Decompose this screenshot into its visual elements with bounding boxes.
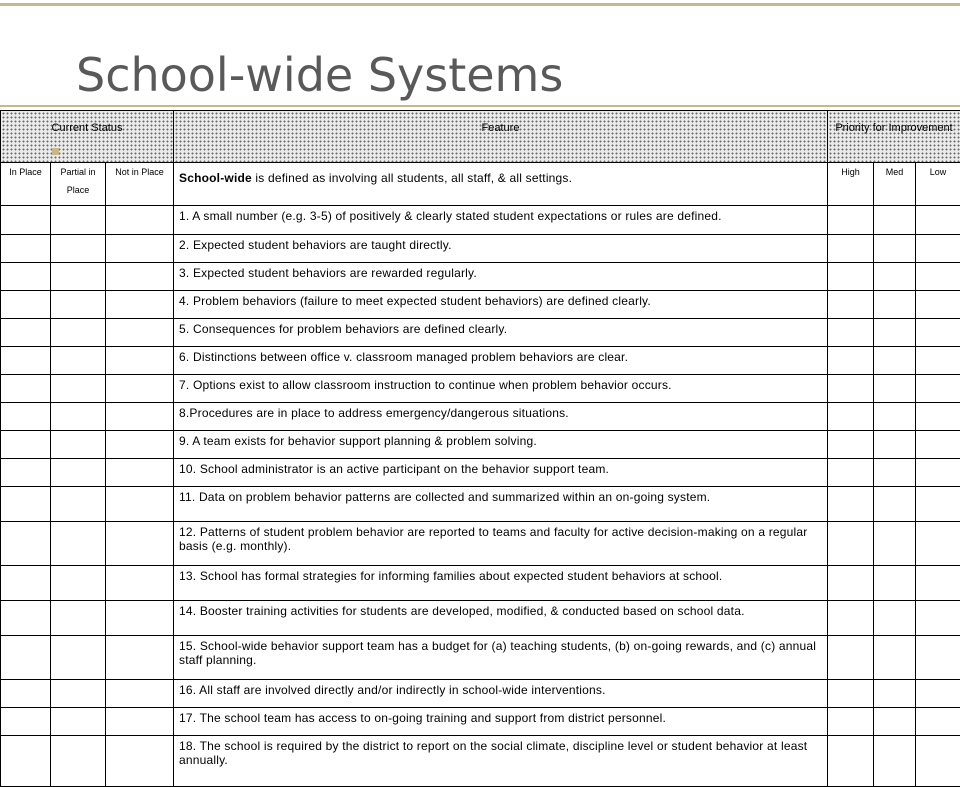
not-in-place-label: Not in Place — [106, 163, 174, 206]
not-in-place-cell[interactable] — [106, 291, 174, 319]
in-place-cell[interactable] — [1, 403, 51, 431]
not-in-place-cell[interactable] — [106, 431, 174, 459]
current-status-header: Current Status — [1, 111, 174, 163]
in-place-cell[interactable] — [1, 459, 51, 487]
feature-row — [1, 636, 960, 680]
feature-row — [1, 263, 960, 291]
feature-row — [1, 235, 960, 263]
feature-cell: 4. Problem behaviors (failure to meet expected student behaviors) are defined clearly. — [174, 291, 828, 319]
feature-row — [1, 459, 960, 487]
partial-cell[interactable] — [51, 636, 106, 680]
high-cell[interactable] — [828, 319, 874, 347]
low-cell[interactable] — [916, 291, 960, 319]
high-cell[interactable] — [828, 347, 874, 375]
top-accent-bar — [0, 3, 960, 6]
in-place-cell[interactable] — [1, 319, 51, 347]
in-place-cell[interactable] — [1, 566, 51, 601]
not-in-place-cell[interactable] — [106, 235, 174, 263]
in-place-cell[interactable] — [1, 736, 51, 787]
high-cell[interactable] — [828, 736, 874, 787]
feature-cell: 10. School administrator is an active participant on the behavior support team. — [174, 459, 828, 487]
med-cell[interactable] — [874, 319, 916, 347]
header-row — [1, 111, 960, 163]
not-in-place-cell[interactable] — [106, 206, 174, 235]
partial-cell[interactable] — [51, 375, 106, 403]
in-place-cell[interactable] — [1, 487, 51, 522]
not-in-place-cell[interactable] — [106, 636, 174, 680]
not-in-place-cell[interactable] — [106, 566, 174, 601]
page-title: School-wide Systems — [76, 48, 563, 102]
high-cell[interactable] — [828, 522, 874, 566]
feature-cell: 5. Consequences for problem behaviors are defined clearly. — [174, 319, 828, 347]
feature-row — [1, 291, 960, 319]
low-cell[interactable] — [916, 566, 960, 601]
feature-row — [1, 375, 960, 403]
partial-cell[interactable] — [51, 403, 106, 431]
high-cell[interactable] — [828, 375, 874, 403]
partial-cell[interactable] — [51, 522, 106, 566]
in-place-cell[interactable] — [1, 431, 51, 459]
partial-cell[interactable] — [51, 319, 106, 347]
in-place-cell[interactable] — [1, 347, 51, 375]
in-place-cell[interactable] — [1, 263, 51, 291]
low-cell[interactable] — [916, 522, 960, 566]
feature-row — [1, 206, 960, 235]
in-place-cell[interactable] — [1, 601, 51, 636]
not-in-place-cell[interactable] — [106, 680, 174, 708]
feature-cell: 15. School-wide behavior support team has a budget for (a) teaching students, (b) on-going rewards, and (c) annual staff planning. — [174, 636, 828, 680]
feature-cell: 17. The school team has access to on-going training and support from district personnel. — [174, 708, 828, 736]
low-cell[interactable] — [916, 459, 960, 487]
in-place-cell[interactable] — [1, 206, 51, 235]
feature-row — [1, 736, 960, 787]
med-cell[interactable] — [874, 522, 916, 566]
not-in-place-cell[interactable] — [106, 736, 174, 787]
not-in-place-cell[interactable] — [106, 487, 174, 522]
feature-row — [1, 522, 960, 566]
med-cell[interactable] — [874, 636, 916, 680]
med-cell[interactable] — [874, 263, 916, 291]
high-cell[interactable] — [828, 601, 874, 636]
high-cell[interactable] — [828, 263, 874, 291]
feature-row — [1, 680, 960, 708]
in-place-cell[interactable] — [1, 708, 51, 736]
feature-row — [1, 487, 960, 522]
feature-cell: 8.Procedures are in place to address emergency/dangerous situations. — [174, 403, 828, 431]
high-cell[interactable] — [828, 403, 874, 431]
partial-cell[interactable] — [51, 487, 106, 522]
low-cell[interactable] — [916, 206, 960, 235]
feature-header: Feature — [174, 111, 828, 163]
feature-cell: 18. The school is required by the district to report on the social climate, discipline level or student behavior at least annually. — [174, 736, 828, 787]
high-cell[interactable] — [828, 566, 874, 601]
partial-cell[interactable] — [51, 291, 106, 319]
in-place-cell[interactable] — [1, 636, 51, 680]
high-label: High — [828, 163, 874, 206]
med-cell[interactable] — [874, 601, 916, 636]
partial-cell[interactable] — [51, 566, 106, 601]
high-cell[interactable] — [828, 235, 874, 263]
low-cell[interactable] — [916, 235, 960, 263]
high-cell[interactable] — [828, 680, 874, 708]
feature-cell: 1. A small number (e.g. 3-5) of positively & clearly stated student expectations or rules are defined. — [174, 206, 828, 235]
feature-row — [1, 708, 960, 736]
partial-cell[interactable] — [51, 235, 106, 263]
school-wide-definition — [174, 163, 828, 206]
in-place-cell[interactable] — [1, 235, 51, 263]
med-cell[interactable] — [874, 431, 916, 459]
feature-cell: 6. Distinctions between office v. classroom managed problem behaviors are clear. — [174, 347, 828, 375]
definition-rest: is defined as involving all students, all staff, & all settings. — [252, 171, 572, 185]
low-cell[interactable] — [916, 403, 960, 431]
feature-cell: 16. All staff are involved directly and/or indirectly in school-wide interventions. — [174, 680, 828, 708]
med-cell[interactable] — [874, 708, 916, 736]
low-cell[interactable] — [916, 375, 960, 403]
accent-square — [52, 148, 59, 155]
in-place-cell[interactable] — [1, 291, 51, 319]
partial-cell[interactable] — [51, 708, 106, 736]
feature-cell: 13. School has formal strategies for informing families about expected student behaviors at school. — [174, 566, 828, 601]
in-place-cell[interactable] — [1, 375, 51, 403]
partial-label: Partial in Place — [51, 163, 106, 206]
low-cell[interactable] — [916, 319, 960, 347]
partial-cell[interactable] — [51, 459, 106, 487]
partial-cell[interactable] — [51, 347, 106, 375]
low-cell[interactable] — [916, 263, 960, 291]
high-cell[interactable] — [828, 636, 874, 680]
low-cell[interactable] — [916, 636, 960, 680]
low-cell[interactable] — [916, 680, 960, 708]
feature-row — [1, 403, 960, 431]
title-divider — [0, 105, 960, 107]
feature-cell: 2. Expected student behaviors are taught directly. — [174, 235, 828, 263]
med-cell[interactable] — [874, 347, 916, 375]
not-in-place-cell[interactable] — [106, 459, 174, 487]
partial-cell[interactable] — [51, 601, 106, 636]
partial-cell[interactable] — [51, 680, 106, 708]
not-in-place-cell[interactable] — [106, 403, 174, 431]
not-in-place-cell[interactable] — [106, 347, 174, 375]
low-cell[interactable] — [916, 736, 960, 787]
feature-row — [1, 347, 960, 375]
high-cell[interactable] — [828, 487, 874, 522]
med-cell[interactable] — [874, 403, 916, 431]
low-cell[interactable] — [916, 347, 960, 375]
high-cell[interactable] — [828, 206, 874, 235]
partial-cell[interactable] — [51, 736, 106, 787]
feature-cell: 9. A team exists for behavior support planning & problem solving. — [174, 431, 828, 459]
low-cell[interactable] — [916, 708, 960, 736]
med-cell[interactable] — [874, 291, 916, 319]
not-in-place-cell[interactable] — [106, 708, 174, 736]
high-cell[interactable] — [828, 431, 874, 459]
partial-cell[interactable] — [51, 263, 106, 291]
low-cell[interactable] — [916, 487, 960, 522]
not-in-place-cell[interactable] — [106, 522, 174, 566]
med-cell[interactable] — [874, 566, 916, 601]
feature-cell: 7. Options exist to allow classroom instruction to continue when problem behavior occurs. — [174, 375, 828, 403]
high-cell[interactable] — [828, 459, 874, 487]
med-cell[interactable] — [874, 487, 916, 522]
in-place-cell[interactable] — [1, 680, 51, 708]
feature-row — [1, 601, 960, 636]
feature-cell: 14. Booster training activities for students are developed, modified, & conducted based on school data. — [174, 601, 828, 636]
med-cell[interactable] — [874, 375, 916, 403]
low-cell[interactable] — [916, 431, 960, 459]
high-cell[interactable] — [828, 708, 874, 736]
med-cell[interactable] — [874, 459, 916, 487]
partial-cell[interactable] — [51, 206, 106, 235]
med-cell[interactable] — [874, 680, 916, 708]
feature-cell: 3. Expected student behaviors are rewarded regularly. — [174, 263, 828, 291]
priority-header: Priority for Improvement — [828, 111, 960, 163]
high-cell[interactable] — [828, 291, 874, 319]
in-place-label: In Place — [1, 163, 51, 206]
med-cell[interactable] — [874, 206, 916, 235]
feature-row — [1, 566, 960, 601]
not-in-place-cell[interactable] — [106, 319, 174, 347]
med-cell[interactable] — [874, 736, 916, 787]
in-place-cell[interactable] — [1, 522, 51, 566]
definition-bold: School-wide — [179, 171, 252, 185]
feature-cell: 12. Patterns of student problem behavior are reported to teams and faculty for active decision-making on a regular basis (e.g. monthly). — [174, 522, 828, 566]
feature-row — [1, 431, 960, 459]
med-cell[interactable] — [874, 235, 916, 263]
not-in-place-cell[interactable] — [106, 375, 174, 403]
low-cell[interactable] — [916, 601, 960, 636]
self-assessment-table — [0, 110, 960, 787]
subheader-row — [1, 163, 960, 206]
low-label: Low — [916, 163, 960, 206]
not-in-place-cell[interactable] — [106, 601, 174, 636]
feature-cell: 11. Data on problem behavior patterns are collected and summarized within an on-going system. — [174, 487, 828, 522]
med-label: Med — [874, 163, 916, 206]
feature-row — [1, 319, 960, 347]
partial-cell[interactable] — [51, 431, 106, 459]
not-in-place-cell[interactable] — [106, 263, 174, 291]
